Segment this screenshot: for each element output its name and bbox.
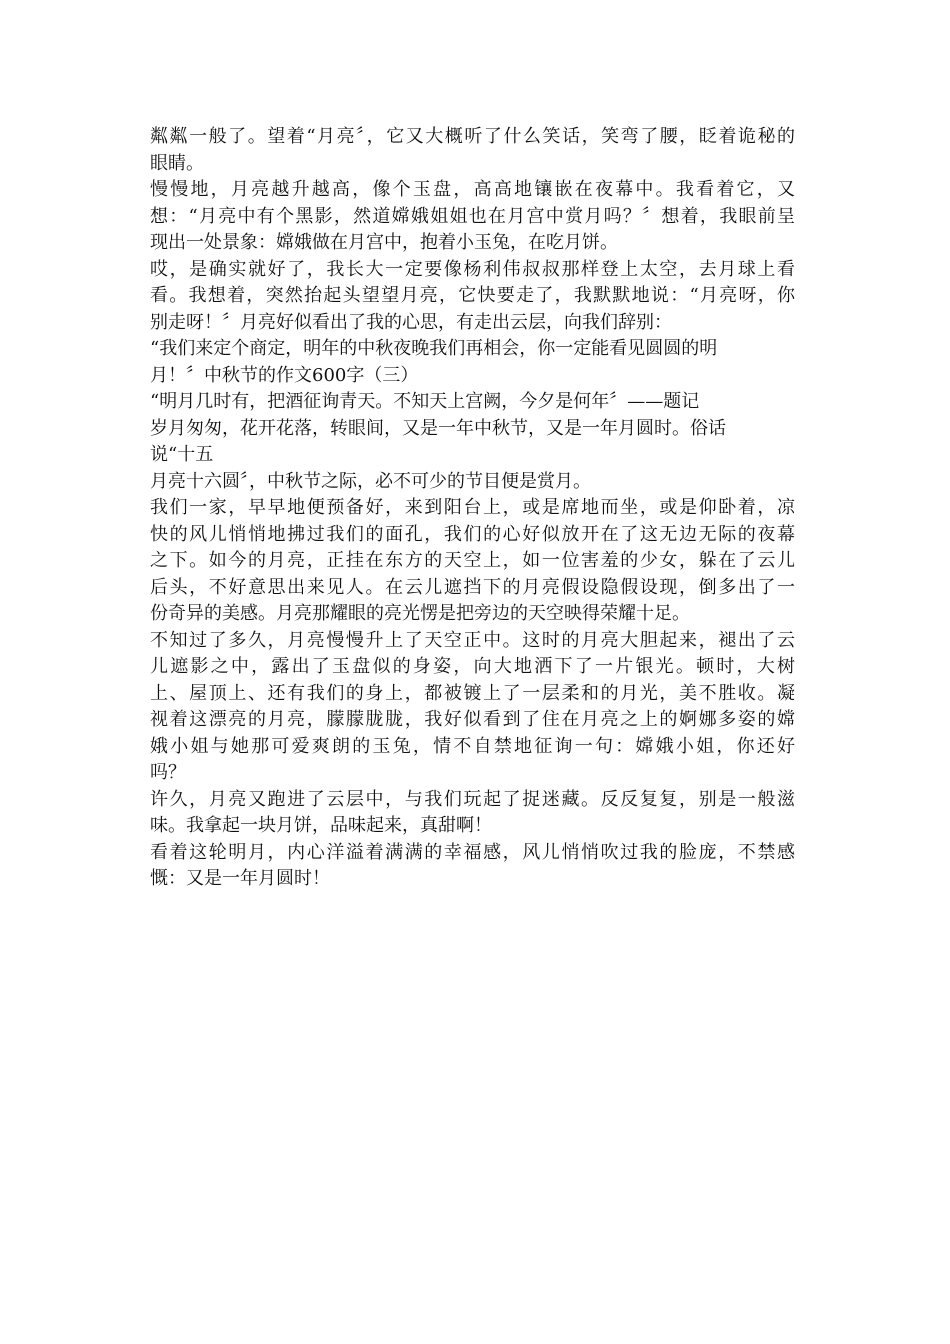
text-line: 月亮十六圆〞，中秋节之际，必不可少的节目便是赏月。 <box>150 470 591 492</box>
text-line: 别走呀！〞月亮好似看出了我的心思，有走出云层，向我们辞别： <box>150 311 672 333</box>
text-line: 不知过了多久，月亮慢慢升上了天空正中。这时的月亮大胆起来，褪出了云 <box>150 629 795 651</box>
text-line: 后头，不好意思出来见人。在云儿遮挡下的月亮假设隐假设现，倒多出了一 <box>150 576 795 598</box>
text-line: 味。我拿起一块月饼，品味起来，真甜啊！ <box>150 815 492 836</box>
text-line: 许久，月亮又跑进了云层中，与我们玩起了捉迷藏。反反复复，别是一般滋 <box>150 788 795 810</box>
text-line: 吗？ <box>150 762 186 783</box>
text-line: 快的风儿悄悄地拂过我们的面孔，我们的心好似放开在了这无边无际的夜幕 <box>150 523 795 545</box>
text-line: 份奇异的美感。月亮那耀眼的亮光愣是把旁边的天空映得荣耀十足。 <box>150 603 690 624</box>
text-line: 视着这漂亮的月亮，朦朦胧胧，我好似看到了住在月亮之上的婀娜多姿的嫦 <box>150 709 795 730</box>
text-line: 看着这轮明月，内心洋溢着满满的幸福感，风儿悄悄吹过我的脸庞，不禁感 <box>150 841 795 863</box>
text-line: 岁月匆匆，花开花落，转眼间，又是一年中秋节，又是一年月圆时。俗话 <box>150 417 726 439</box>
text-line: 我们一家，早早地便预备好，来到阳台上，或是席地而坐，或是仰卧着，凉 <box>150 497 795 518</box>
text-line: 说“十五 <box>150 444 214 465</box>
text-line: 上、屋顶上、还有我们的身上，都被镀上了一层柔和的月光，美不胜收。凝 <box>150 682 795 704</box>
text-line: 之下。如今的月亮，正挂在东方的天空上，如一位害羞的少女，躲在了云儿 <box>150 550 795 571</box>
text-line: 月！〞中秋节的作文600字（三） <box>150 364 419 386</box>
text-line: “明月几时有，把酒征询青天。不知天上宫阙，今夕是何年〞——题记 <box>150 391 700 412</box>
text-line: 慢慢地，月亮越升越高，像个玉盘，高高地镶嵌在夜幕中。我看着它，又 <box>150 179 795 200</box>
text-line: 看。我想着，突然抬起头望望月亮，它快要走了，我默默地说：“月亮呀，你 <box>150 285 795 306</box>
text-line: “我们来定个商定，明年的中秋夜晚我们再相会，你一定能看见圆圆的明 <box>150 338 718 359</box>
text-line: 想：“月亮中有个黑影，然道嫦娥姐姐也在月宫中赏月吗？〞想着，我眼前呈 <box>150 205 795 227</box>
text-line: 眼睛。 <box>150 152 204 174</box>
text-line: 慨：又是一年月圆时！ <box>150 868 330 889</box>
text-line: 现出一处景象：嫦娥做在月宫中，抱着小玉兔，在吃月饼。 <box>150 232 618 253</box>
text-line: 儿遮影之中，露出了玉盘似的身姿，向大地洒下了一片银光。顿时，大树 <box>150 656 795 677</box>
text-line: 哎，是确实就好了，我长大一定要像杨利伟叔叔那样登上太空，去月球上看 <box>150 258 795 280</box>
text-line: 粼粼一般了。望着“月亮〞，它又大概听了什么笑话，笑弯了腰，眨着诡秘的 <box>150 126 795 147</box>
text-line: 娥小姐与她那可爱爽朗的玉兔，情不自禁地征询一句：嫦娥小姐，你还好 <box>150 735 795 757</box>
document-body <box>150 124 795 893</box>
